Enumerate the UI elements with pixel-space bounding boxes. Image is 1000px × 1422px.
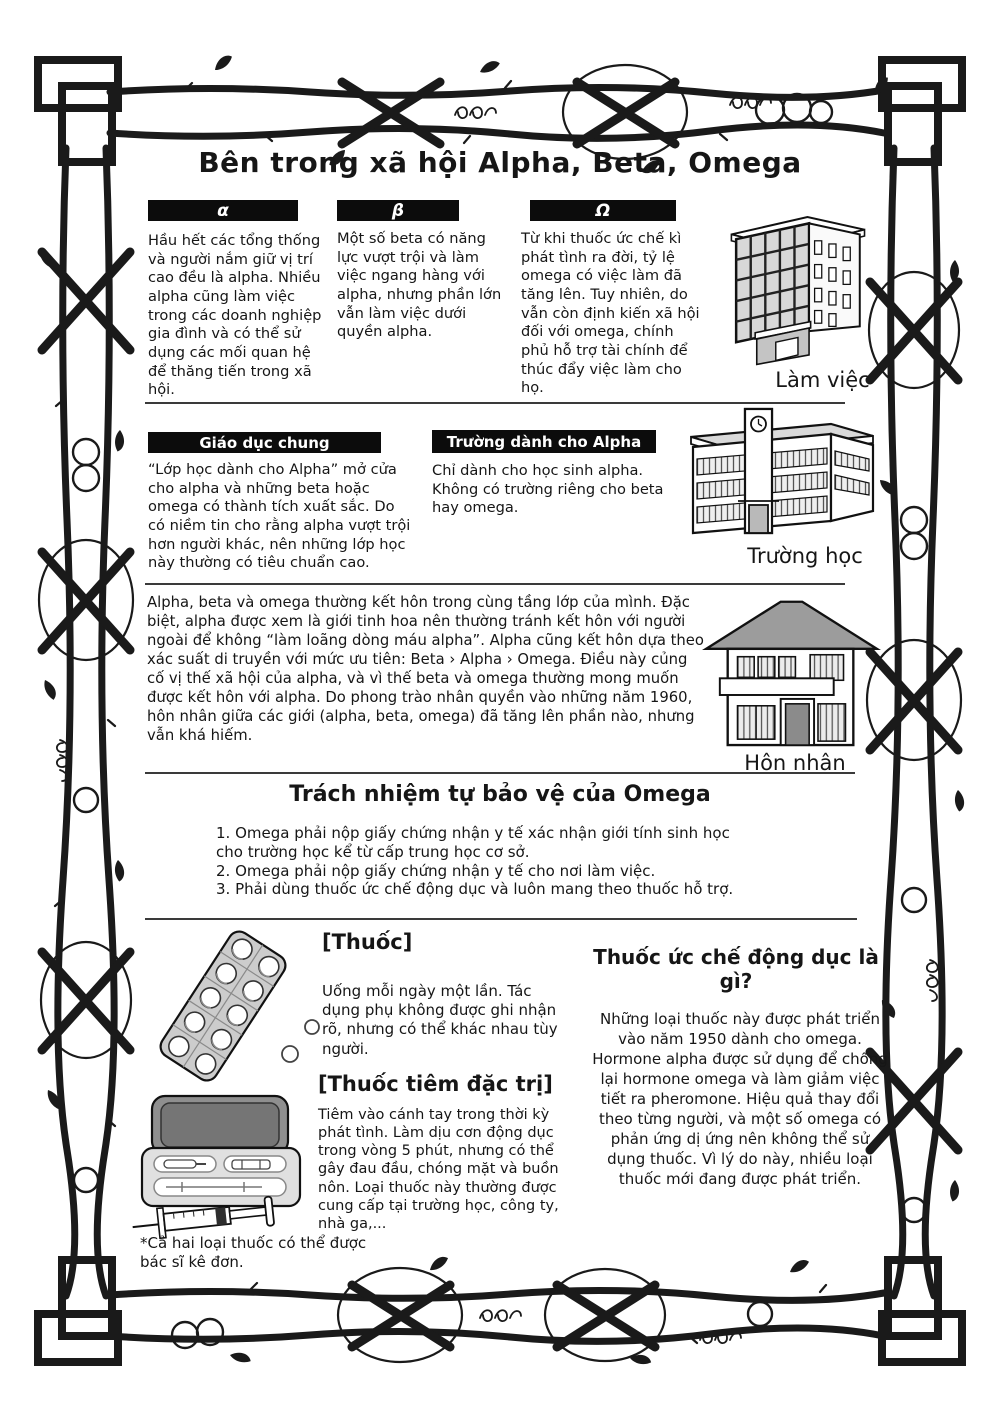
alpha-school-text: Chỉ dành cho học sinh alpha. Không có trường riêng cho beta hay omega.	[432, 462, 664, 517]
responsibility-title: Trách nhiệm tự bảo vệ của Omega	[289, 782, 711, 807]
page-title: Bên trong xã hội Alpha, Beta, Omega	[198, 146, 802, 179]
office-building-illustration	[700, 198, 888, 366]
responsibility-item-1: 1. Omega phải nộp giấy chứng nhận y tế xác nhận giới tính sinh học cho trường học kể từ cấp trung học cơ sở.	[216, 824, 730, 861]
beta-description: Một số beta có năng lực vượt trội và làm việc ngang hàng với alpha, nhưng phần lớn vẫn làm việc dưới quyền alpha.	[337, 230, 502, 341]
pill-header: [Thuốc]	[322, 930, 413, 954]
suppressant-question-text: Những loại thuốc này được phát triển vào năm 1950 dành cho omega. Hormone alpha được sử dụng để chống lại hormone omega và làm giảm việc tiết ra pheromone. Hiệu quả thay đổi theo từng người, và một số omega có phản ứng dị ứng nên không thể sử dụng thuốc. Vì lý do này, nhiều loại thuốc mới đang được phát triển.	[592, 1010, 888, 1188]
general-education-header-bar: Giáo dục chung	[148, 432, 381, 453]
prescription-footnote: *Cả hai loại thuốc có thể được bác sĩ kê đơn.	[140, 1234, 367, 1272]
beta-header-bar: β	[337, 200, 459, 221]
section-divider	[145, 918, 857, 920]
pill-sheet-illustration	[130, 926, 320, 1086]
injection-text: Tiêm vào cánh tay trong thời kỳ phát tình. Làm dịu cơn động dục trong vòng 5 phút, nhưng có thể gây đau đầu, chóng mặt và buồn nôn. Loại thuốc này thường được cung cấp tại trường học, công ty, nhà ga,...	[318, 1107, 559, 1232]
marriage-text: Alpha, beta và omega thường kết hôn trong cùng tầng lớp của mình. Đặc biệt, alpha được xem là giới tinh hoa nên thường tránh kết hôn với người ngoài để không “làm loãng dòng máu alpha”. Alpha cũng kết hôn dựa theo xác suất di truyền với mức ưu tiên: Beta › Alpha › Omega. Điều này củng cố vị thế xã hội của alpha, và vì thế beta và omega thường mong muốn được kết hôn với alpha. Do phong trào nhân quyền vào những năm 1960, hôn nhân giữa các giới (alpha, beta, omega) đã tăng lên phần nào, nhưng vẫn khá hiếm.	[147, 594, 704, 744]
school-building-illustration	[683, 403, 878, 543]
omega-header-bar: Ω	[530, 200, 676, 221]
alpha-school-header-bar: Trường dành cho Alpha	[432, 430, 656, 453]
omega-description: Từ khi thuốc ức chế kì phát tình ra đời, tỷ lệ omega có việc làm đã tăng lên. Tuy nhiên, do vẫn còn định kiến xã hội đối với omega, chính phủ hỗ trợ tài chính để thúc đẩy việc làm cho họ.	[521, 230, 700, 397]
school-caption: Trường học	[747, 544, 863, 568]
work-caption: Làm việc	[775, 368, 870, 392]
responsibility-item-2: 2. Omega phải nộp giấy chứng nhận y tế cho nơi làm việc.	[216, 861, 656, 880]
responsibility-item-3: 3. Phải dùng thuốc ức chế động dục và luôn mang theo thuốc hỗ trợ.	[216, 880, 734, 899]
suppressant-question-title: Thuốc ức chế động dục là gì?	[593, 945, 879, 993]
alpha-header-bar: α	[148, 200, 298, 221]
marriage-caption: Hôn nhân	[744, 751, 846, 775]
syringe-kit-illustration	[124, 1090, 319, 1240]
house-illustration	[700, 588, 882, 748]
pill-text: Uống mỗi ngày một lần. Tác dụng phụ không được ghi nhận rõ, nhưng có thể khác nhau tùy người.	[322, 982, 558, 1058]
alpha-description: Hầu hết các tổng thống và người nắm giữ vị trí cao đều là alpha. Nhiều alpha cũng làm việc trong các doanh nghiệp gia đình và có thể sử dụng các mối quan hệ để thăng tiến trong xã hội.	[148, 232, 322, 399]
section-divider	[145, 583, 845, 585]
section-divider	[145, 772, 855, 774]
general-education-text: “Lớp học dành cho Alpha” mở cửa cho alpha và những beta hoặc omega có thành tích xuất sắc. Do có niềm tin cho rằng alpha vượt trội hơn người khác, nên những lớp học này thường có tiêu chuẩn cao.	[148, 461, 411, 572]
injection-header: [Thuốc tiêm đặc trị]	[318, 1072, 553, 1096]
